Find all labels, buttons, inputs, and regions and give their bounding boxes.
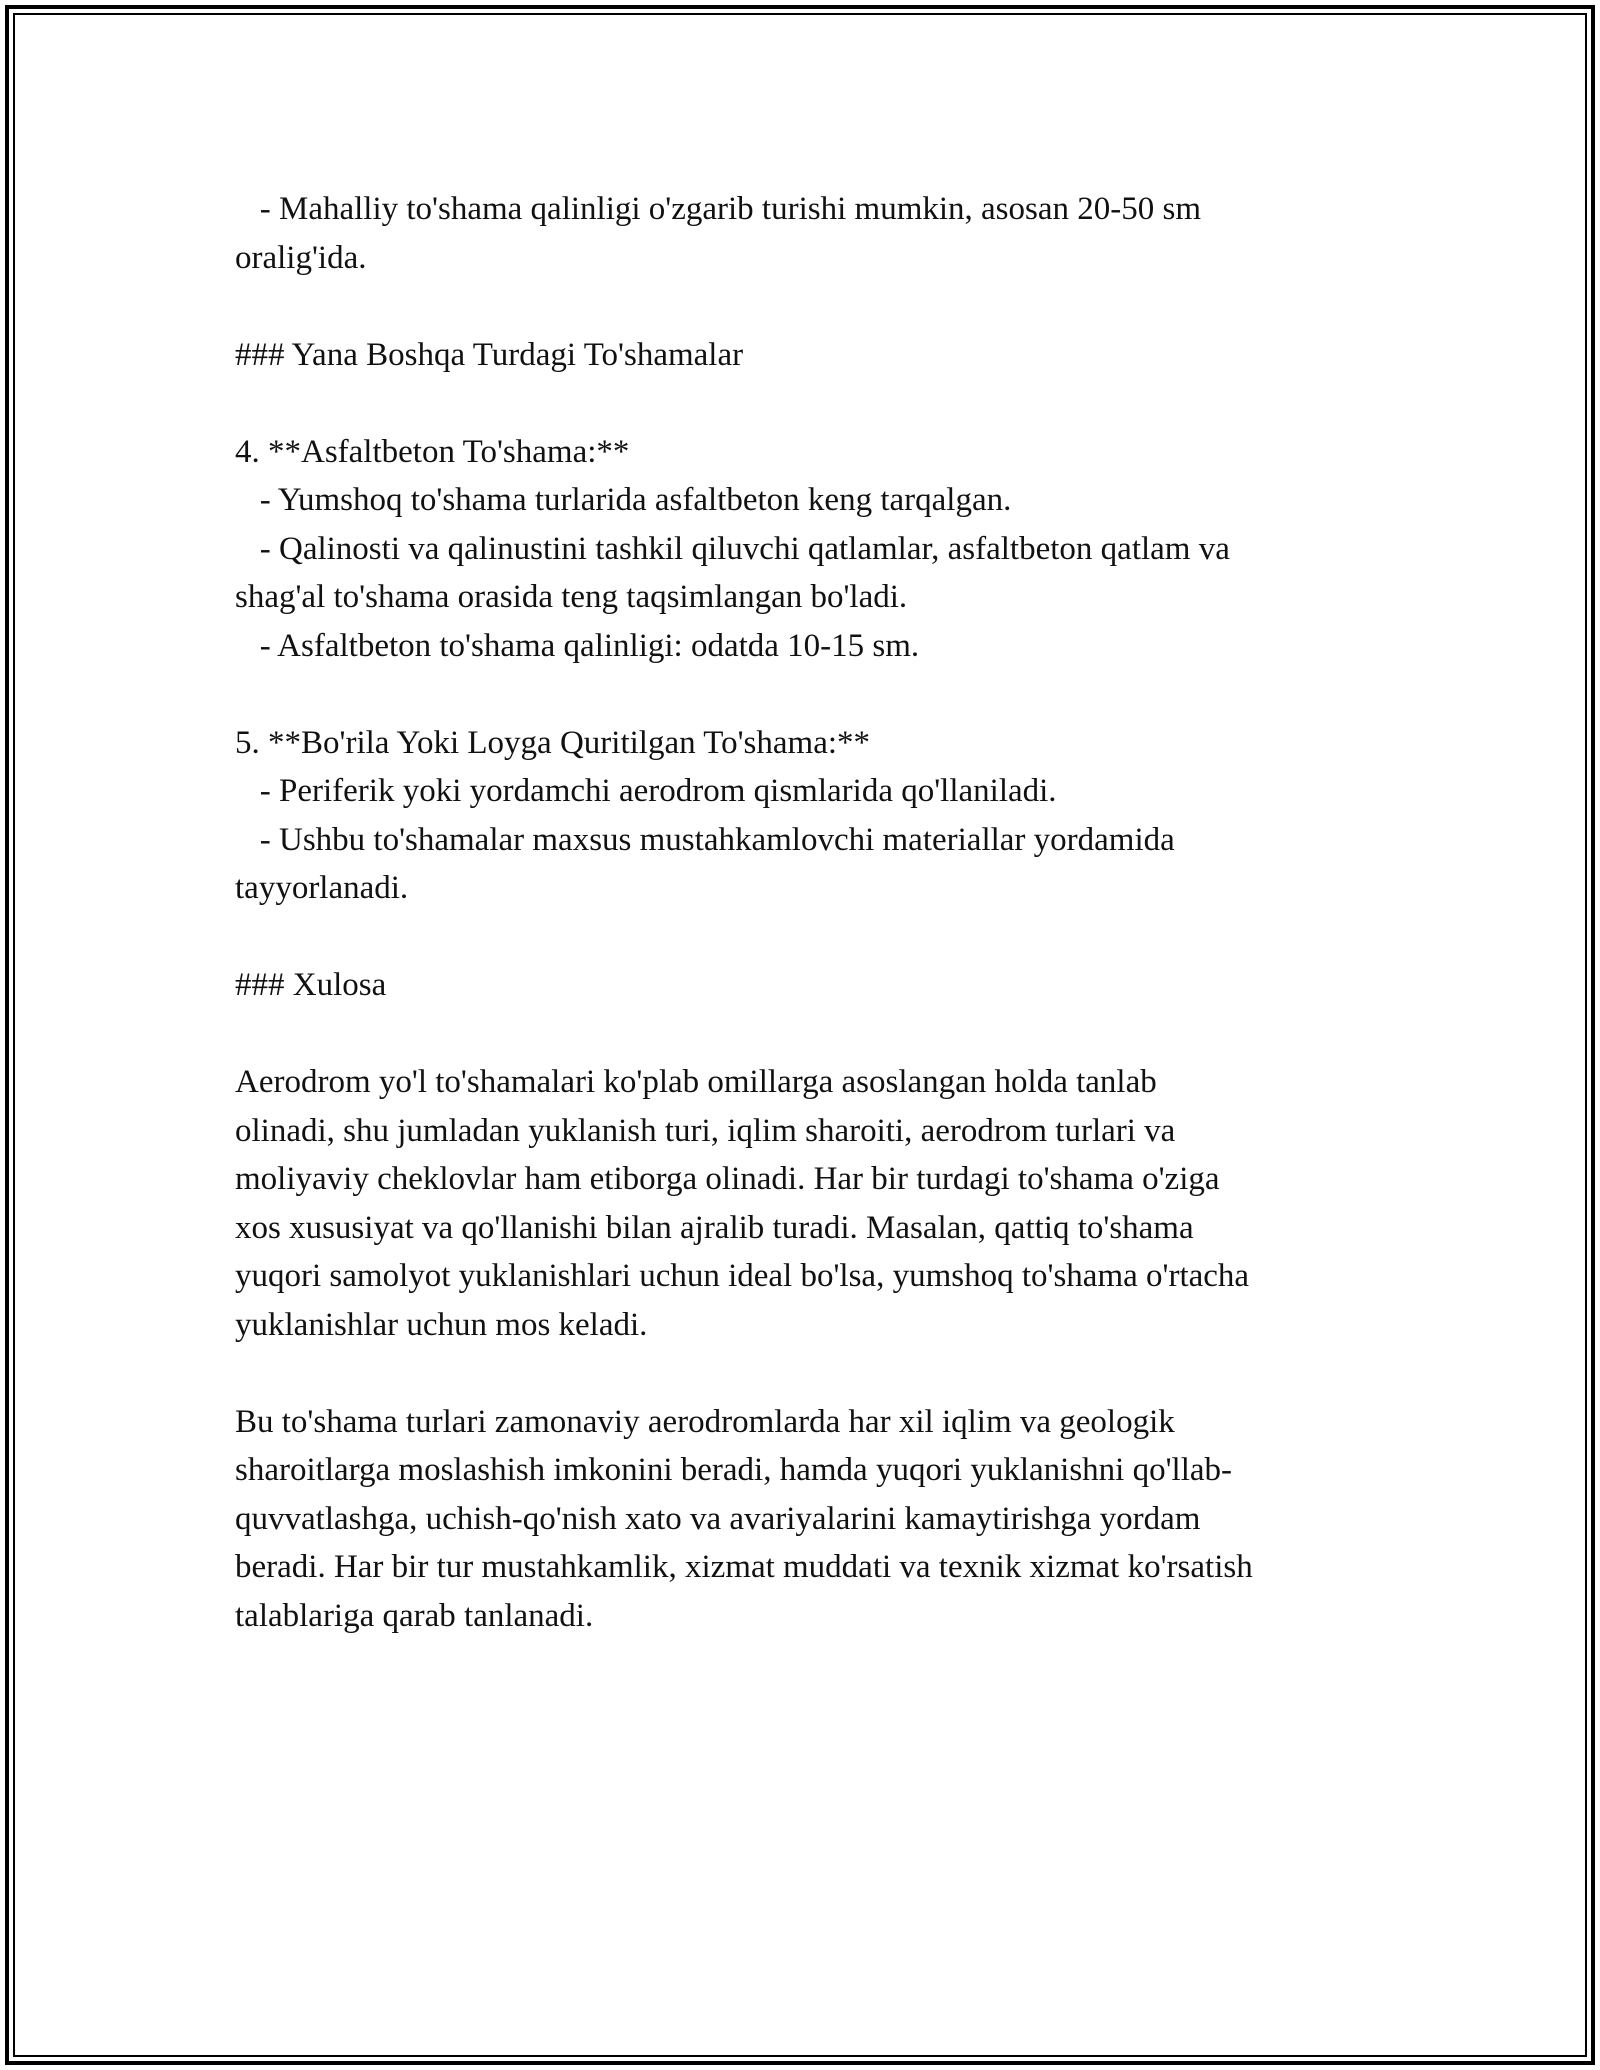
section-heading: ### Yana Boshqa Turdagi To'shamalar	[235, 336, 744, 373]
section-heading: ### Xulosa	[235, 967, 387, 1003]
blank-line	[235, 1010, 1370, 1059]
blank-line	[235, 1349, 1370, 1398]
text-line: tayyorlanadi.	[235, 870, 409, 906]
blank-line	[235, 670, 1370, 719]
text-line: xos xususiyat va qo'llanishi bilan ajralib turadi. Masalan, qattiq to'shama	[235, 1209, 1194, 1246]
text-line: yuklanishlar uchun mos keladi.	[235, 1306, 648, 1343]
text-line: olinadi, shu jumladan yuklanish turi, iqlim sharoiti, aerodrom turlari va	[235, 1112, 1176, 1149]
text-line: - Asfaltbeton to'shama qalinligi: odatda 10-15 sm.	[235, 627, 920, 664]
text-line: sharoitlarga moslashish imkonini beradi, hamda yuqori yuklanishni qo'llab-	[235, 1452, 1233, 1488]
text-line: - Periferik yoki yordamchi aerodrom qismlarida qo'llaniladi.	[235, 773, 1057, 809]
text-line: - Ushbu to'shamalar maxsus mustahkamlovchi materiallar yordamida	[235, 821, 1175, 858]
text-line: beradi. Har bir tur mustahkamlik, xizmat muddati va texnik xizmat ko'rsatish	[235, 1549, 1253, 1585]
text-line: oralig'ida.	[235, 239, 367, 276]
blank-line	[235, 282, 1370, 331]
text-line: - Mahalliy to'shama qalinligi o'zgarib turishi mumkin, asosan 20-50 sm	[235, 191, 1202, 227]
list-item-heading: 4. **Asfaltbeton To'shama:**	[235, 433, 630, 470]
text-line: - Yumshoq to'shama turlarida asfaltbeton keng tarqalgan.	[235, 482, 1012, 518]
blank-line	[235, 913, 1370, 962]
blank-line	[235, 379, 1370, 428]
text-line: - Qalinosti va qalinustini tashkil qiluvchi qatlamlar, asfaltbeton qatlam va	[235, 530, 1230, 567]
text-line: Bu to'shama turlari zamonaviy aerodromlarda har xil iqlim va geologik	[235, 1403, 1175, 1440]
text-line: quvvatlashga, uchish-qo'nish xato va avariyalarini kamaytirishga yordam	[235, 1500, 1201, 1537]
document-body	[235, 185, 1370, 1640]
text-line: Aerodrom yo'l to'shamalari ko'plab omillarga asoslangan holda tanlab	[235, 1064, 1157, 1100]
text-line: shag'al to'shama orasida teng taqsimlangan bo'ladi.	[235, 579, 908, 615]
text-line: moliyaviy cheklovlar ham etiborga olinadi. Har bir turdagi to'shama o'ziga	[235, 1161, 1220, 1197]
list-item-heading: 5. **Bo'rila Yoki Loyga Quritilgan To'shama:**	[235, 724, 871, 761]
text-line: talablariga qarab tanlanadi.	[235, 1597, 594, 1634]
text-line: yuqori samolyot yuklanishlari uchun ideal bo'lsa, yumshoq to'shama o'rtacha	[235, 1258, 1250, 1294]
